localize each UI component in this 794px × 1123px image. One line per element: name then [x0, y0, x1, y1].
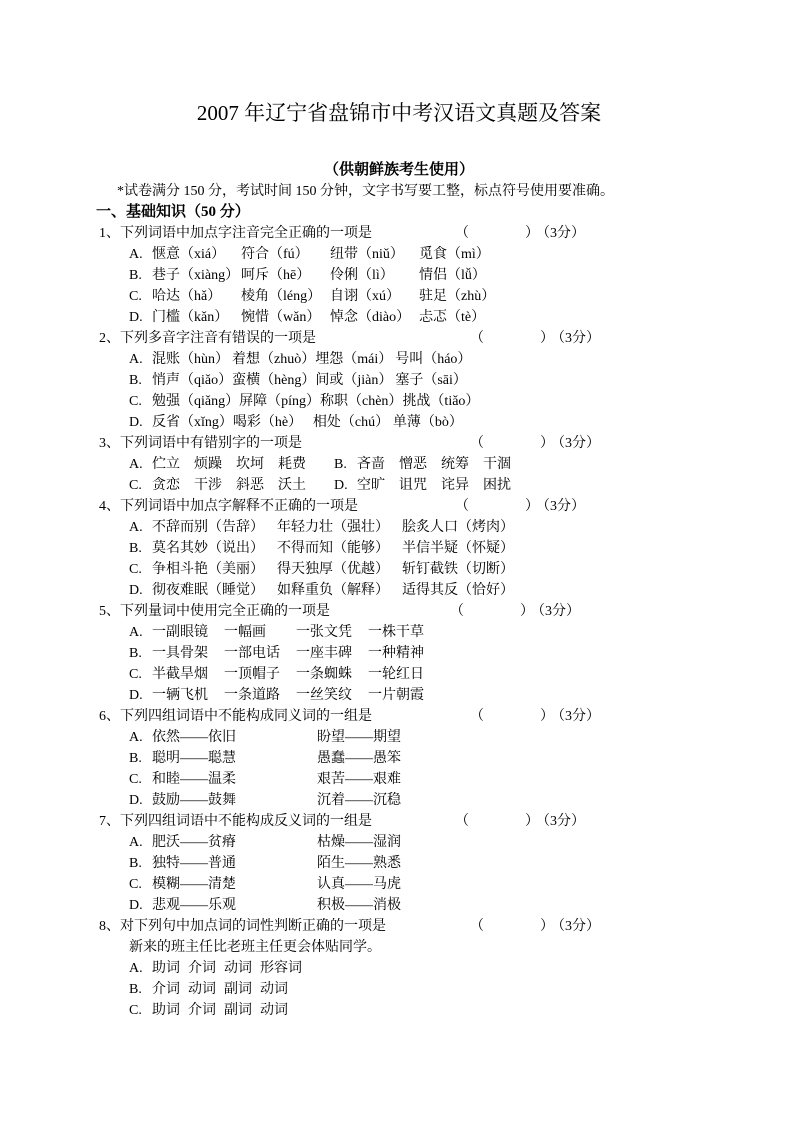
option-item: 纽带（niǔ）	[330, 247, 404, 262]
answer-area	[470, 916, 600, 937]
question-stem: 7、下列四组词语中不能构成反义词的一组是	[99, 814, 372, 829]
answer-paren: （ ）	[470, 709, 554, 724]
option-D	[96, 580, 702, 601]
option-item: 依然——依旧	[152, 730, 236, 745]
option-items: 贪恋 干涉 斜恶 沃土	[152, 478, 306, 493]
option-D	[96, 307, 702, 328]
option-item: 动词	[224, 961, 252, 976]
option-item: 一条道路	[224, 688, 280, 703]
option-B	[96, 643, 702, 664]
option-item: 认真——马虎	[317, 877, 401, 892]
option-item: 动词	[188, 982, 216, 997]
option-label: C.	[129, 772, 142, 787]
answer-area	[450, 601, 580, 622]
option-label: C.	[129, 1003, 142, 1018]
option-label: A.	[129, 730, 143, 745]
answer-area	[470, 433, 600, 454]
option-item: 悲观——乐观	[152, 898, 236, 913]
question-stem: 3、下列词语中有错别字的一项是	[99, 436, 302, 451]
option-label: A.	[129, 457, 143, 472]
answer-area	[455, 223, 585, 244]
option-B	[96, 748, 702, 769]
option-item: 枯燥——湿润	[317, 835, 401, 850]
option-label: D.	[334, 478, 348, 493]
option-item: 积极——消极	[317, 898, 401, 913]
score-label: （3分）	[558, 331, 600, 346]
answer-area	[455, 496, 585, 517]
option-items: 空旷 诅咒 诧异 困扰	[357, 478, 511, 493]
option-item: 半截旱烟	[152, 667, 208, 682]
option-item: 如释重负（解释）	[277, 583, 389, 598]
question-2	[96, 328, 702, 433]
score-label: （3分）	[543, 499, 585, 514]
option-C	[96, 664, 702, 685]
option-item: 塞子（sāi）	[395, 373, 467, 388]
option-item: 埋怨（mái）	[315, 352, 393, 367]
option-item: 介词	[152, 982, 180, 997]
option-item: 屏障（píng）	[239, 394, 320, 409]
option-row	[96, 475, 702, 496]
option-label: A.	[129, 961, 143, 976]
answer-area	[455, 811, 585, 832]
score-label: （3分）	[543, 226, 585, 241]
option-label: B.	[129, 751, 142, 766]
option-D	[96, 685, 702, 706]
option-label: C.	[129, 394, 142, 409]
option-item: 自诩（xú）	[330, 289, 400, 304]
option-item: 悼念（diào）	[330, 310, 411, 325]
option-item: 呵斥（hē）	[241, 268, 311, 283]
question-stem-line	[96, 601, 702, 622]
question-6	[96, 706, 702, 811]
option-item: 觅食（mì）	[419, 247, 490, 262]
option-item: 一张文凭	[296, 625, 352, 640]
option-label: C.	[129, 562, 142, 577]
option-C	[96, 1000, 702, 1021]
option-item: 年轻力壮（强壮）	[277, 520, 389, 535]
option-item: 一具骨架	[152, 646, 208, 661]
option-item: 助词	[152, 1003, 180, 1018]
option-item: 一幅画	[224, 625, 266, 640]
option-item: 喝彩（hè）	[232, 415, 303, 430]
option-label: D.	[129, 688, 143, 703]
option-item: 沉着——沉稳	[317, 793, 401, 808]
answer-area	[470, 706, 600, 727]
option-item: 斩钉截铁（切断）	[402, 562, 514, 577]
option-item: 称职（chèn）	[320, 394, 403, 409]
option-D	[96, 790, 702, 811]
option-item: 争相斗艳（美丽）	[152, 562, 264, 577]
option-label: B.	[129, 373, 142, 388]
question-1	[96, 223, 702, 328]
score-label: （3分）	[558, 709, 600, 724]
option-A	[96, 517, 702, 538]
question-stem-line	[96, 706, 702, 727]
question-5	[96, 601, 702, 706]
question-stem-line	[96, 496, 702, 517]
option-label: A.	[129, 352, 143, 367]
option-label: B.	[129, 268, 142, 283]
option-A	[96, 958, 702, 979]
option-label: C.	[129, 289, 142, 304]
option-item: 盼望——期望	[317, 730, 401, 745]
option-A	[96, 349, 702, 370]
score-label: （3分）	[538, 604, 580, 619]
option-item: 一辆飞机	[152, 688, 208, 703]
option-label: C.	[129, 667, 142, 682]
option-item: 聪明——聪慧	[152, 751, 236, 766]
question-4	[96, 496, 702, 601]
score-label: （3分）	[558, 436, 600, 451]
option-label: B.	[334, 457, 347, 472]
option-item: 介词	[188, 961, 216, 976]
answer-paren: （ ）	[455, 499, 539, 514]
option-item: 棱角（léng）	[241, 289, 322, 304]
option-A	[96, 727, 702, 748]
question-stem-line	[96, 916, 702, 937]
option-C	[96, 874, 702, 895]
option-item: 愚蠢——愚笨	[317, 751, 401, 766]
option-item: 介词	[188, 1003, 216, 1018]
option-item: 不辞而别（告辞）	[152, 520, 264, 535]
question-8	[96, 916, 702, 1021]
option-label: C.	[129, 478, 142, 493]
option-item: 反省（xǐng）	[152, 415, 233, 430]
option-items: 吝啬 憎恶 统筹 干涸	[357, 457, 511, 472]
option-item: 适得其反（恰好）	[402, 583, 514, 598]
option-item: 勉强（qiǎng）	[152, 394, 240, 409]
option-item: 模糊——清楚	[152, 877, 236, 892]
option-label: B.	[129, 982, 142, 997]
option-item: 相处（chú）	[312, 415, 390, 430]
option-D	[334, 475, 511, 496]
option-B	[96, 538, 702, 559]
answer-paren: （ ）	[470, 436, 554, 451]
question-stem-line	[96, 433, 702, 454]
score-label: （3分）	[558, 919, 600, 934]
question-stem: 2、下列多音字注音有错误的一项是	[99, 331, 316, 346]
exam-instructions-note: *试卷满分 150 分，考试时间 150 分钟，文字书写要工整，标点符号使用要准确。	[117, 184, 614, 199]
document-title: 2007 年辽宁省盘锦市中考汉语文真题及答案	[196, 101, 602, 125]
question-stem: 8、对下列句中加点词的词性判断正确的一项是	[99, 919, 386, 934]
answer-paren: （ ）	[450, 604, 534, 619]
option-item: 副词	[224, 1003, 252, 1018]
option-label: A.	[129, 625, 143, 640]
question-stem-line	[96, 328, 702, 349]
option-item: 挑战（tiǎo）	[402, 394, 480, 409]
question-stem: 6、下列四组词语中不能构成同义词的一组是	[99, 709, 372, 724]
option-item: 哈达（hǎ）	[152, 289, 222, 304]
option-item: 动词	[260, 982, 288, 997]
option-item: 得天独厚（优越）	[277, 562, 389, 577]
option-label: B.	[129, 541, 142, 556]
option-C	[129, 475, 334, 496]
option-item: 一条蜘蛛	[296, 667, 352, 682]
score-label: （3分）	[543, 814, 585, 829]
option-label: A.	[129, 520, 143, 535]
option-row	[96, 454, 702, 475]
question-stem: 1、下列词语中加点字注音完全正确的一项是	[99, 226, 372, 241]
option-item: 惬意（xiá）	[152, 247, 226, 262]
question-3	[96, 433, 702, 496]
option-B	[96, 370, 702, 391]
option-item: 一丝笑纹	[296, 688, 352, 703]
option-item: 忐忑（tè）	[419, 310, 486, 325]
option-item: 彻夜难眠（睡觉）	[152, 583, 264, 598]
option-label: D.	[129, 310, 143, 325]
question-stem: 4、下列词语中加点字解释不正确的一项是	[99, 499, 358, 514]
option-item: 陌生——熟悉	[317, 856, 401, 871]
option-A	[129, 454, 334, 475]
question-stem-line	[96, 223, 702, 244]
option-B	[96, 853, 702, 874]
question-stem-line	[96, 811, 702, 832]
option-item: 艰苦——艰难	[317, 772, 401, 787]
option-label: B.	[129, 646, 142, 661]
document-subtitle: （供朝鲜族考生使用）	[323, 162, 474, 178]
option-item: 助词	[152, 961, 180, 976]
option-D	[96, 895, 702, 916]
option-item: 一种精神	[368, 646, 424, 661]
option-item: 脍炙人口（烤肉）	[402, 520, 514, 535]
answer-paren: （ ）	[455, 814, 539, 829]
option-item: 半信半疑（怀疑）	[402, 541, 514, 556]
option-item: 一座丰碑	[296, 646, 352, 661]
answer-area	[470, 328, 600, 349]
option-B	[334, 454, 511, 475]
option-item: 一轮红日	[368, 667, 424, 682]
question-7	[96, 811, 702, 916]
example-sentence: 新来的班主任比老班主任更会体贴同学。	[129, 940, 381, 955]
option-item: 莫名其妙（说出）	[152, 541, 264, 556]
option-A	[96, 244, 702, 265]
option-item: 混账（hùn）	[152, 352, 229, 367]
option-item: 惋惜（wǎn）	[241, 310, 321, 325]
option-label: C.	[129, 877, 142, 892]
option-item: 巷子（xiàng）	[152, 268, 240, 283]
option-label: D.	[129, 898, 143, 913]
option-item: 单薄（bò）	[392, 415, 463, 430]
option-items: 伫立 烦躁 坎坷 耗费	[152, 457, 306, 472]
option-label: A.	[129, 835, 143, 850]
option-item: 形容词	[260, 961, 302, 976]
option-label: B.	[129, 856, 142, 871]
answer-paren: （ ）	[455, 226, 539, 241]
option-item: 不得而知（能够）	[277, 541, 389, 556]
option-item: 一副眼镜	[152, 625, 208, 640]
option-item: 情侣（lǚ）	[419, 268, 486, 283]
option-item: 独特——普通	[152, 856, 236, 871]
option-label: A.	[129, 247, 143, 262]
option-C	[96, 391, 702, 412]
option-item: 一顶帽子	[224, 667, 280, 682]
option-D	[96, 412, 702, 433]
question-stem: 5、下列量词中使用完全正确的一项是	[99, 604, 330, 619]
option-item: 肥沃——贫瘠	[152, 835, 236, 850]
option-C	[96, 286, 702, 307]
option-item: 门槛（kǎn）	[152, 310, 229, 325]
answer-paren: （ ）	[470, 919, 554, 934]
option-item: 副词	[224, 982, 252, 997]
option-item: 和睦——温柔	[152, 772, 236, 787]
option-item: 伶俐（lì）	[330, 268, 394, 283]
option-item: 一片朝霞	[368, 688, 424, 703]
option-item: 驻足（zhù）	[419, 289, 496, 304]
option-B	[96, 979, 702, 1000]
answer-paren: （ ）	[470, 331, 554, 346]
option-label: D.	[129, 793, 143, 808]
option-C	[96, 559, 702, 580]
option-label: D.	[129, 583, 143, 598]
option-label: D.	[129, 415, 143, 430]
option-C	[96, 769, 702, 790]
option-item: 着想（zhuò）	[232, 352, 316, 367]
option-item: 悄声（qiǎo）	[152, 373, 233, 388]
option-A	[96, 622, 702, 643]
option-item: 动词	[260, 1003, 288, 1018]
option-A	[96, 832, 702, 853]
section-heading: 一、基础知识（50 分）	[96, 204, 250, 220]
option-item: 一部电话	[224, 646, 280, 661]
option-item: 蛮横（hèng）	[232, 373, 316, 388]
option-item: 间或（jiàn）	[315, 373, 393, 388]
option-B	[96, 265, 702, 286]
option-item: 鼓励——鼓舞	[152, 793, 236, 808]
option-item: 一株干草	[368, 625, 424, 640]
option-item: 符合（fú）	[241, 247, 309, 262]
option-item: 号叫（háo）	[395, 352, 472, 367]
questions-container	[96, 223, 702, 1021]
